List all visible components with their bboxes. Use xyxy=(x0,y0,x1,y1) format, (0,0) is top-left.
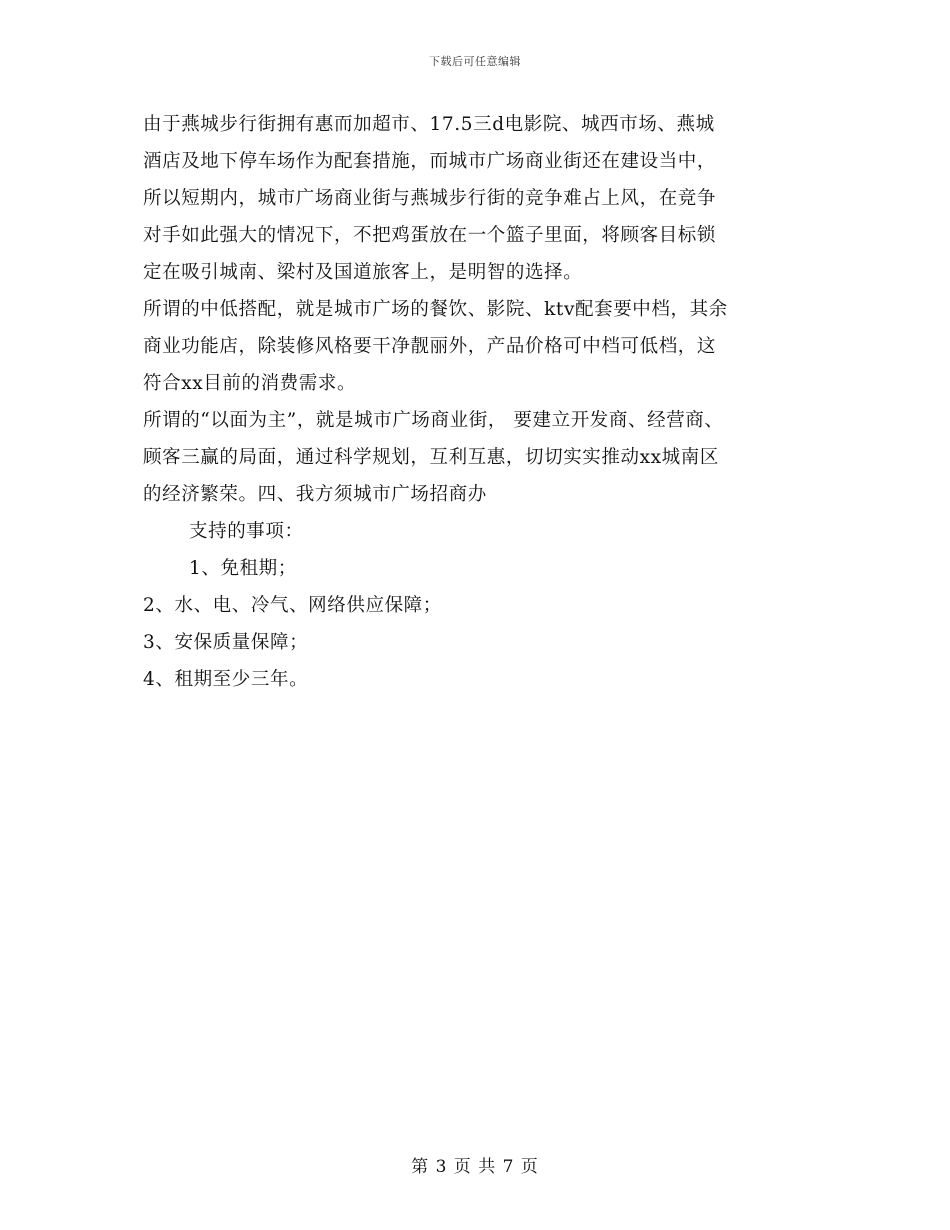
body-line: 酒店及地下停车场作为配套措施，而城市广场商业街还在建设当中， xyxy=(143,151,717,172)
body-line: 符合xx目前的消费需求。 xyxy=(143,373,357,394)
list-item: 2、水、电、冷气、网络供应保障； xyxy=(143,595,442,616)
list-item: 3、安保质量保障； xyxy=(143,632,309,653)
list-item: 4、租期至少三年。 xyxy=(143,669,309,690)
body-line: 所谓的中低搭配，就是城市广场的餐饮、影院、ktv配套要中档，其余 xyxy=(143,299,728,320)
list-item: 1、免租期； xyxy=(189,558,297,579)
page-number: 第 3 页 共 7 页 xyxy=(411,1157,539,1177)
body-line: 的经济繁荣。四、我方须城市广场招商办 xyxy=(143,484,487,505)
body-line: 由于燕城步行街拥有惠而加超市、17.5三d电影院、城西市场、燕城 xyxy=(143,114,715,135)
body-line: 所谓的“以面为主”，就是城市广场商业街， 要建立开发商、经营商、 xyxy=(143,410,724,431)
body-line: 商业功能店，除装修风格要干净靓丽外，产品价格可中档可低档，这 xyxy=(143,336,717,357)
body-line: 顾客三赢的局面，通过科学规划，互利互惠，切切实实推动xx城南区 xyxy=(143,447,719,468)
list-heading: 支持的事项： xyxy=(189,521,304,542)
body-line: 所以短期内，城市广场商业街与燕城步行街的竞争难占上风，在竞争 xyxy=(143,188,717,209)
body-line: 定在吸引城南、梁村及国道旅客上，是明智的选择。 xyxy=(143,262,583,283)
body-line: 对手如此强大的情况下，不把鸡蛋放在一个篮子里面，将顾客目标锁 xyxy=(143,225,717,246)
document-body xyxy=(143,106,843,698)
page-header: 下载后可任意编辑 xyxy=(429,55,521,68)
